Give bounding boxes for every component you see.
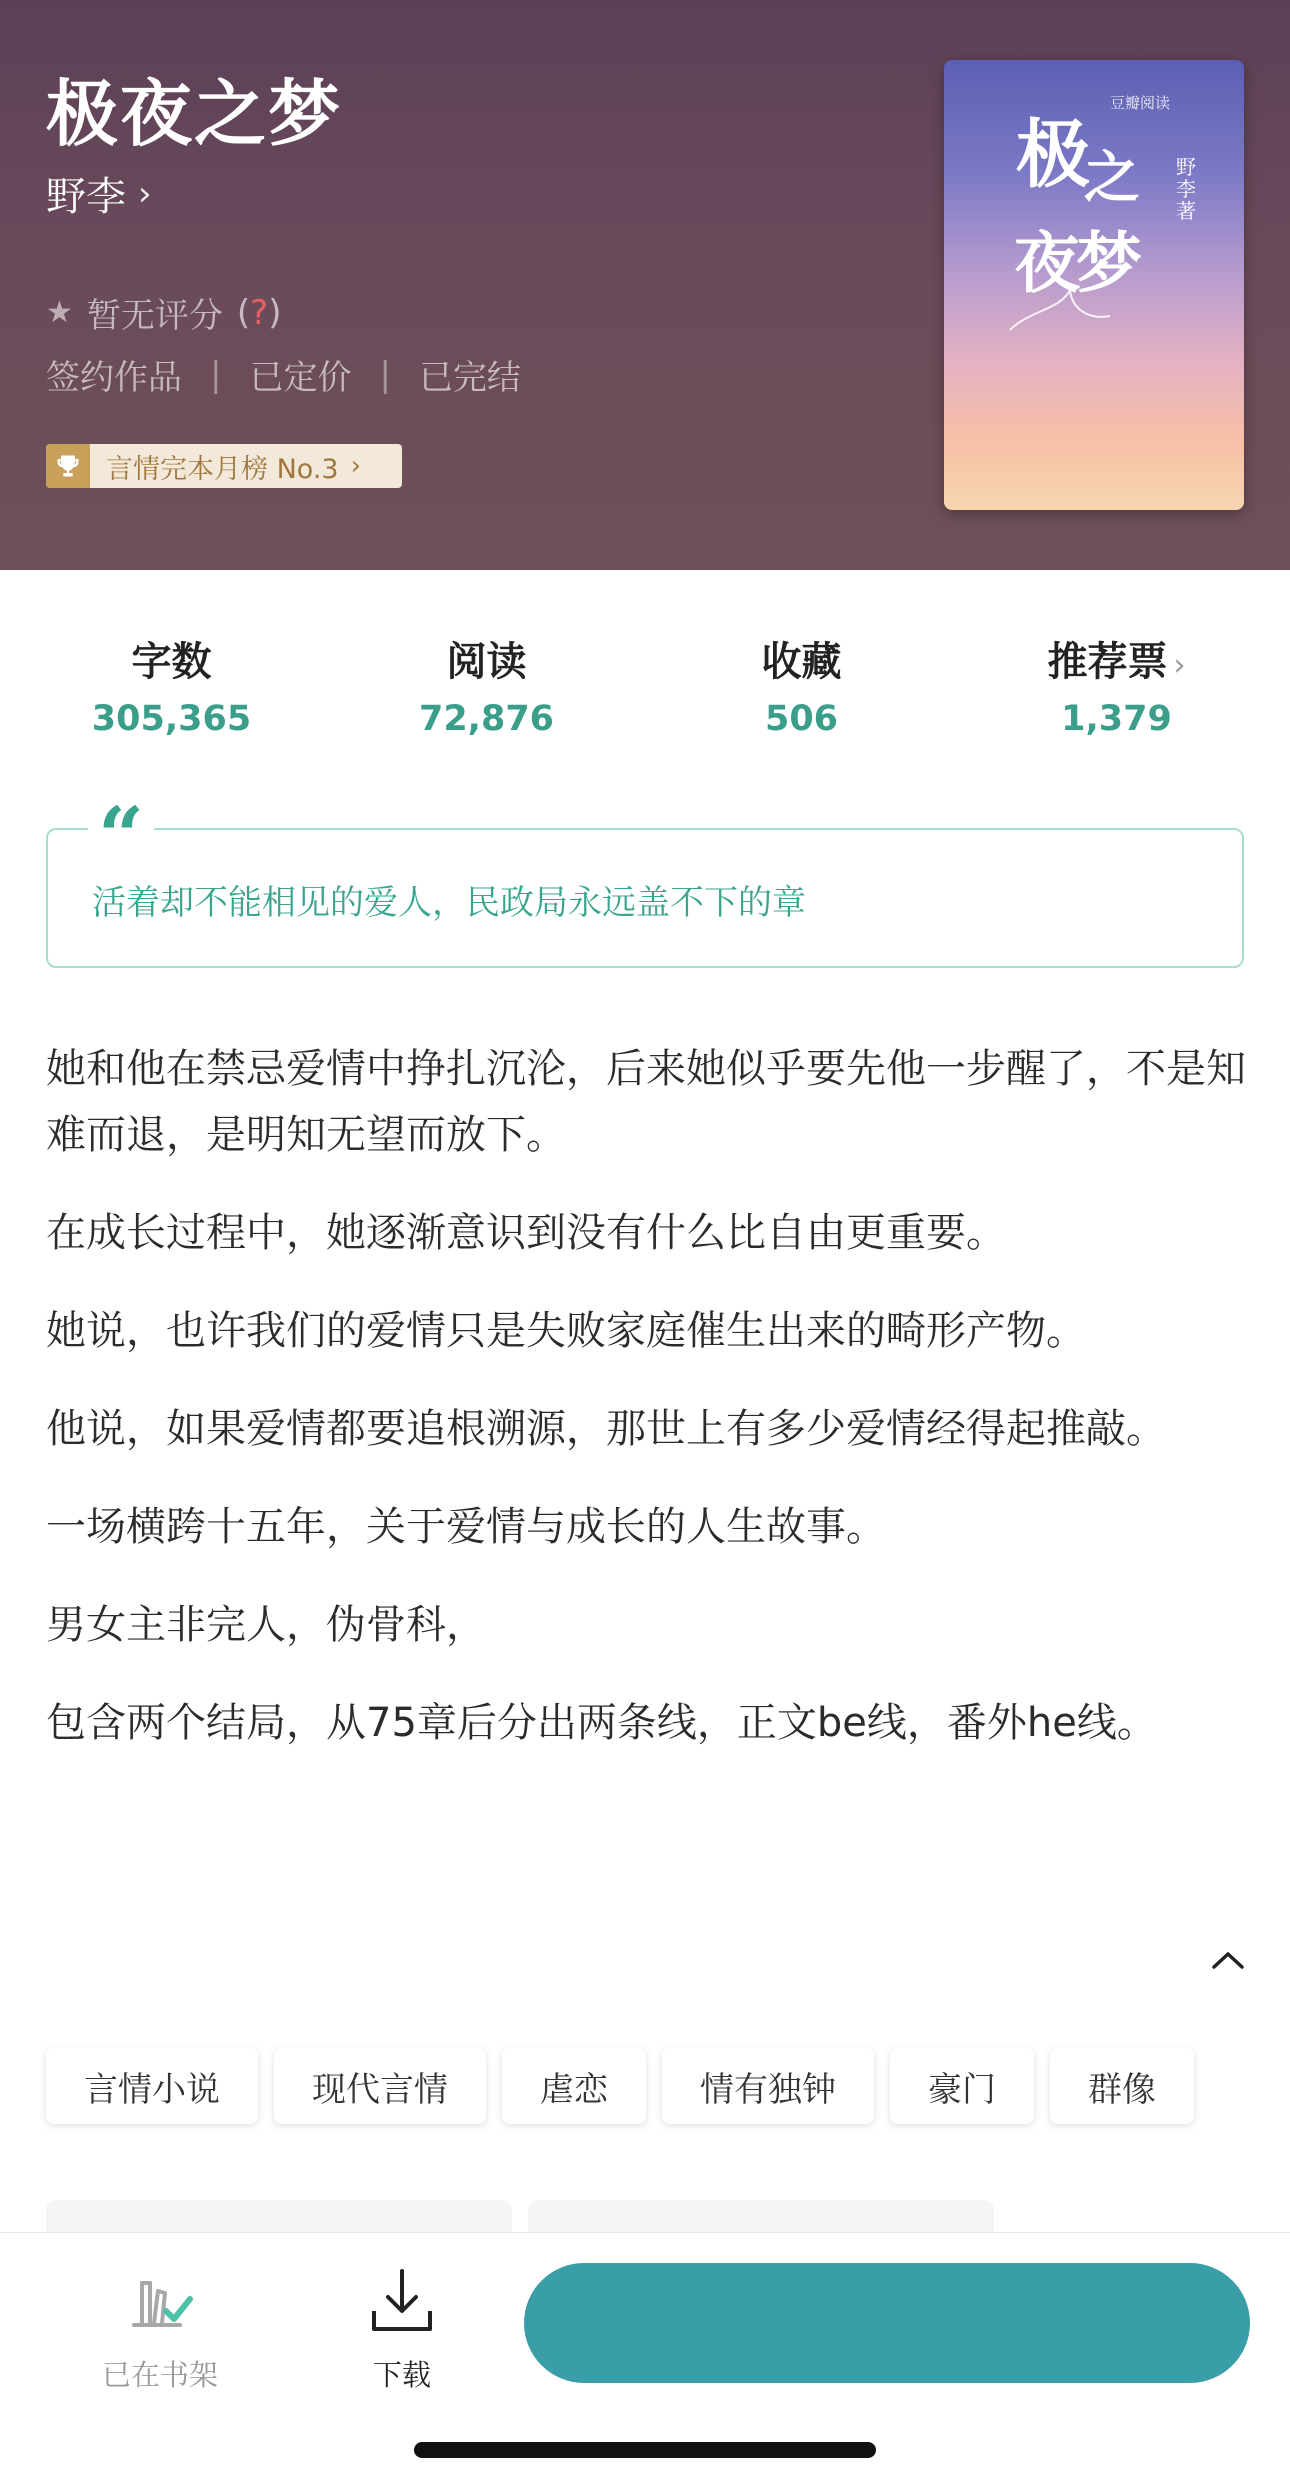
rating-text: 暂无评分 bbox=[86, 296, 223, 336]
cover-flourish-icon bbox=[1000, 280, 1120, 340]
read-button[interactable] bbox=[524, 2263, 1250, 2383]
tag-item[interactable]: 豪门 bbox=[890, 2048, 1034, 2124]
book-cover[interactable] bbox=[944, 60, 1244, 510]
cover-author: 野李著 bbox=[1176, 155, 1196, 223]
stats-row bbox=[0, 630, 1290, 750]
description-paragraph: 男女主非完人，伪骨科， bbox=[46, 1602, 486, 1648]
chevron-right-icon: › bbox=[1173, 648, 1186, 683]
book-header bbox=[0, 0, 1290, 570]
stat-label: 推荐票 bbox=[1047, 639, 1168, 685]
author-link[interactable] bbox=[46, 165, 152, 222]
stat-value: 72,876 bbox=[418, 699, 555, 739]
stat-label: 收藏 bbox=[761, 639, 842, 685]
chevron-up-icon[interactable] bbox=[1208, 1940, 1248, 1980]
rating-help-mark: ? bbox=[250, 292, 269, 333]
bookshelf-check-icon bbox=[120, 2263, 200, 2343]
stat-value: 1,379 bbox=[1061, 699, 1172, 739]
description-paragraph: 他说，如果爱情都要追根溯源，那世上有多少爱情经得起推敲。 bbox=[46, 1406, 1166, 1452]
rating-row bbox=[46, 288, 281, 337]
description-paragraph: 她和他在禁忌爱情中挣扎沉沦，后来她似乎要先他一步醒了，不是知难而退，是明知无望而放下。 bbox=[46, 1046, 1246, 1158]
rating-help[interactable]: (?) bbox=[236, 292, 282, 333]
star-icon: ★ bbox=[46, 295, 73, 330]
tag-item[interactable]: 情有独钟 bbox=[662, 2048, 874, 2124]
meta-signed: 签约作品 bbox=[46, 358, 182, 398]
on-shelf-label: 已在书架 bbox=[101, 2358, 218, 2392]
trophy-icon bbox=[46, 444, 90, 488]
download-icon bbox=[362, 2263, 442, 2343]
home-indicator bbox=[414, 2442, 876, 2458]
cover-title-part: 之 bbox=[1084, 145, 1140, 211]
author-name: 野李 bbox=[46, 174, 126, 220]
tag-item[interactable]: 群像 bbox=[1050, 2048, 1194, 2124]
download-button[interactable] bbox=[302, 2263, 502, 2394]
tag-list bbox=[46, 2048, 1194, 2124]
cover-title-part: 极 bbox=[1016, 112, 1090, 198]
rank-badge[interactable] bbox=[46, 444, 402, 488]
download-label: 下载 bbox=[372, 2358, 431, 2392]
chevron-right-icon: › bbox=[350, 451, 361, 481]
divider: | bbox=[379, 354, 391, 395]
meta-finished: 已完结 bbox=[418, 358, 521, 398]
stat-label: 阅读 bbox=[446, 639, 527, 685]
cover-title-part: 夜梦 bbox=[1014, 224, 1138, 302]
description-paragraph: 她说，也许我们的爱情只是失败家庭催生出来的畸形产物。 bbox=[46, 1308, 1086, 1354]
book-title: 极夜之梦 bbox=[46, 72, 343, 156]
chevron-right-icon: › bbox=[138, 173, 152, 214]
tag-item[interactable]: 言情小说 bbox=[46, 2048, 258, 2124]
cover-brand: 豆瓣阅读 bbox=[1110, 94, 1171, 112]
book-description bbox=[46, 1036, 1246, 1788]
tag-item[interactable]: 虐恋 bbox=[502, 2048, 646, 2124]
book-meta bbox=[46, 350, 521, 399]
stat-recommend-votes[interactable] bbox=[959, 630, 1274, 750]
stat-reads bbox=[329, 630, 644, 750]
description-paragraph: 一场横跨十五年，关于爱情与成长的人生故事。 bbox=[46, 1504, 886, 1550]
description-paragraph: 包含两个结局，从75章后分出两条线，正文be线，番外he线。 bbox=[46, 1700, 1157, 1746]
rank-badge-text: 言情完本月榜 No.3 bbox=[106, 453, 339, 485]
quote-icon: “ bbox=[88, 796, 154, 876]
stat-favorites bbox=[644, 630, 959, 750]
meta-priced: 已定价 bbox=[249, 358, 352, 398]
stat-label: 字数 bbox=[131, 639, 212, 685]
stat-value: 506 bbox=[764, 699, 839, 739]
on-shelf-button[interactable] bbox=[60, 2263, 260, 2394]
stat-value: 305,365 bbox=[91, 699, 252, 739]
divider: | bbox=[210, 354, 222, 395]
stat-label-row bbox=[959, 630, 1274, 687]
tagline-box bbox=[46, 789, 1244, 968]
stat-word-count bbox=[14, 630, 329, 750]
tagline-text: 活着却不能相见的爱人，民政局永远盖不下的章 bbox=[92, 883, 806, 923]
description-paragraph: 在成长过程中，她逐渐意识到没有什么比自由更重要。 bbox=[46, 1210, 1006, 1256]
tag-item[interactable]: 现代言情 bbox=[274, 2048, 486, 2124]
